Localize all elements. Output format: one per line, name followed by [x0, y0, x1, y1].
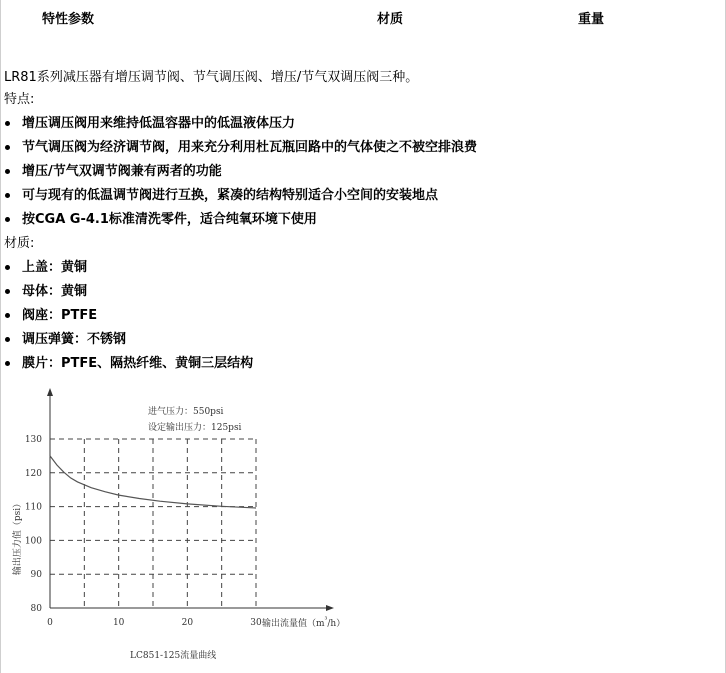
- intro-text: LR81系列减压器有增压调节阀、节气调压阀、增压/节气双调压阀三种。: [4, 70, 419, 85]
- list-item: [4, 280, 720, 304]
- bullet-icon: [5, 121, 10, 126]
- chart-annotation: 设定输出压力：125psi: [148, 423, 242, 433]
- y-axis-arrow: [47, 388, 53, 396]
- bullet-icon: [5, 145, 10, 150]
- chart-annotation: 进气压力：550psi: [148, 407, 224, 417]
- list-item: [4, 160, 720, 184]
- features-label: 特点:: [4, 92, 35, 107]
- y-tick-label: 80: [30, 604, 42, 614]
- product-tabs: [0, 8, 726, 28]
- x-tick-label: 0: [47, 618, 53, 628]
- materials-label: 材质:: [4, 236, 35, 251]
- features-list: [4, 112, 720, 232]
- list-item-text: 调压弹簧：不锈钢: [22, 332, 127, 347]
- list-item: [4, 328, 720, 352]
- list-item-text: 上盖：黄铜: [22, 260, 88, 275]
- x-tick-label: 10: [112, 618, 125, 628]
- list-item: [4, 352, 720, 376]
- list-item: [4, 184, 720, 208]
- bullet-icon: [5, 217, 10, 222]
- flow-curve-figure: [0, 382, 350, 670]
- bullet-icon: [5, 265, 10, 270]
- list-item: [4, 112, 720, 136]
- list-item: [4, 304, 720, 328]
- x-tick-labels: [47, 618, 262, 628]
- list-item-text: 增压/节气双调节阀兼有两者的功能: [22, 164, 222, 179]
- x-axis-label: [262, 616, 345, 629]
- y-axis-label: 输出压力值（psi）: [13, 498, 23, 576]
- product-description: [4, 68, 720, 376]
- bullet-icon: [5, 169, 10, 174]
- series-line: [50, 456, 256, 508]
- list-item-text: 可与现有的低温调节阀进行互换，紧凑的结构特别适合小空间的安装地点: [22, 188, 439, 203]
- y-tick-label: 100: [24, 536, 42, 547]
- x-axis-label-part: ³: [324, 616, 328, 624]
- y-tick-label: 90: [30, 570, 42, 581]
- list-item: [4, 256, 720, 280]
- list-item: [4, 136, 720, 160]
- list-item-text: 母体：黄铜: [22, 284, 88, 299]
- bullet-icon: [5, 193, 10, 198]
- list-item-text: 按CGA G-4.1标准清洗零件，适合纯氧环境下使用: [22, 212, 317, 227]
- chart-grid: [50, 439, 256, 608]
- list-item-text: 增压调压阀用来维持低温容器中的低温液体压力: [22, 116, 296, 131]
- y-tick-labels: [25, 435, 42, 614]
- chart-title: LC851-125流量曲线: [130, 651, 217, 661]
- tab-specifications[interactable]: 特性参数: [42, 12, 95, 27]
- x-tick-label: 20: [181, 618, 194, 628]
- list-item-text: 节气调压阀为经济调节阀，用来充分利用杜瓦瓶回路中的气体使之不被空排浪费: [22, 140, 478, 155]
- bullet-icon: [5, 361, 10, 366]
- x-axis-label-part: /h）: [327, 619, 346, 629]
- x-axis-label-part: 输出流量值（m: [262, 619, 325, 629]
- tab-weight[interactable]: 重量: [578, 12, 605, 27]
- x-axis-arrow: [326, 605, 334, 611]
- flow-curve-chart: [0, 382, 350, 670]
- list-item-text: 膜片：PTFE、隔热纤维、黄铜三层结构: [22, 356, 254, 371]
- list-item-text: 阀座：PTFE: [22, 308, 98, 323]
- bullet-icon: [5, 337, 10, 342]
- list-item: [4, 208, 720, 232]
- tab-materials[interactable]: 材质: [377, 12, 404, 27]
- y-tick-label: 130: [24, 435, 42, 445]
- y-tick-label: 120: [24, 468, 42, 479]
- bullet-icon: [5, 289, 10, 294]
- y-tick-label: 110: [24, 502, 42, 513]
- bullet-icon: [5, 313, 10, 318]
- materials-list: [4, 256, 720, 376]
- x-tick-label: 30: [250, 618, 262, 628]
